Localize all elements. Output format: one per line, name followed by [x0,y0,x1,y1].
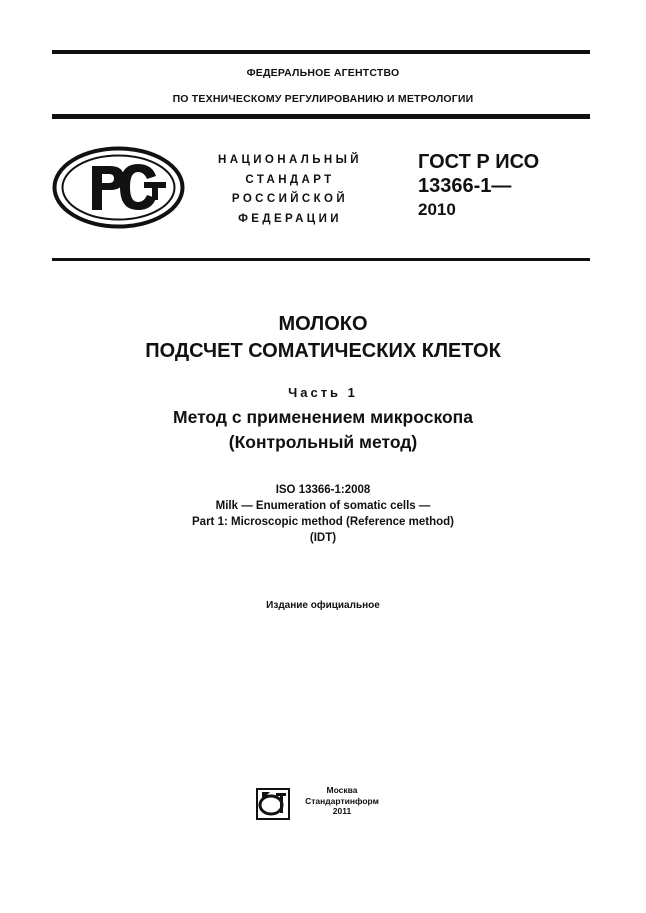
title-line-1: МОЛОКО [278,313,368,335]
iso-line-2: Milk — Enumeration of somatic cells — [215,500,431,512]
method-line-1: Метод с применением микроскопа [173,407,473,427]
part-label: Часть 1 [288,385,358,400]
gost-line-1: ГОСТ Р ИСО [418,151,540,173]
national-line: ФЕДЕРАЦИИ [238,212,342,225]
gost-designation [418,150,539,222]
iso-line-3: Part 1: Microscopic method (Reference method) [192,516,454,528]
publisher-name: Стандартинформ [305,795,379,806]
publisher-block [294,785,390,817]
edition-label: Издание официальное [266,600,380,611]
iso-line-1: ISO 13366-1:2008 [275,484,371,496]
national-standard-block [196,151,384,229]
top-rule-2 [52,114,590,119]
national-line: НАЦИОНАЛЬНЫЙ [218,154,362,166]
agency-line-2: ПО ТЕХНИЧЕСКОМУ РЕГУЛИРОВАНИЮ И МЕТРОЛОГИИ [172,93,474,105]
standartinform-logo-icon [256,788,290,820]
publisher-city: Москва [326,785,358,795]
method-line-2: (Контрольный метод) [228,432,418,452]
gost-year: 2010 [418,200,456,219]
rst-certification-mark-icon [52,146,185,229]
iso-line-4: (IDT) [309,532,337,544]
national-line: СТАНДАРТ [245,173,335,186]
mid-rule [52,258,590,261]
title-line-2: ПОДСЧЕТ СОМАТИЧЕСКИХ КЛЕТОК [145,340,501,362]
top-rule-1 [52,50,590,54]
agency-line-1: ФЕДЕРАЛЬНОЕ АГЕНТСТВО [246,67,400,79]
national-line: РОССИЙСКОЙ [231,193,349,205]
publisher-year: 2011 [332,806,352,816]
gost-line-2: 13366-1— [418,175,512,197]
